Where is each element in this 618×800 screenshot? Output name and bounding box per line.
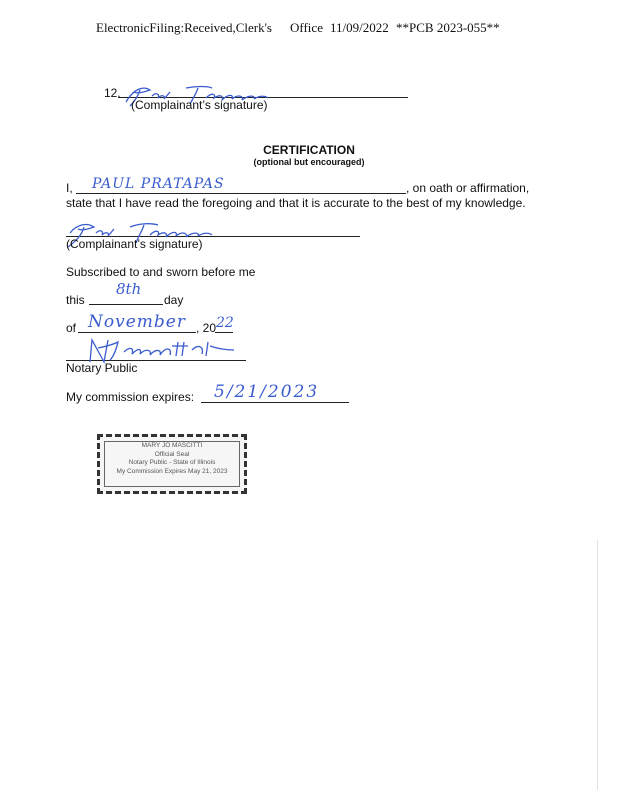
expires-label: My commission expires: [66, 390, 195, 404]
signature-caption: (Complainant’s signature) [131, 98, 268, 112]
year-prefix: , 20 [196, 321, 217, 335]
handwritten-month: November [88, 312, 186, 332]
handwritten-day: 8th [116, 280, 142, 298]
filing-date: 11/09/2022 [330, 20, 389, 35]
filing-stamp: ElectronicFiling:Received,Clerk's [96, 20, 272, 35]
scan-edge [597, 540, 598, 790]
seal-text [104, 441, 240, 487]
notary-caption: Notary Public [66, 361, 138, 375]
seal-official: Official Seal [154, 450, 190, 458]
seal-name: MARY JO MASCITTI [141, 442, 203, 449]
subscribed-text: Subscribed to and sworn before me [66, 265, 256, 279]
expires-line [201, 402, 349, 403]
handwritten-expiration: 5/21/2023 [214, 382, 320, 402]
name-line [76, 193, 406, 194]
day-line [89, 304, 163, 305]
statement-text: state that I have read the foregoing and that it is accurate to the best of my knowledge. [66, 196, 526, 210]
of-label: of [66, 321, 77, 335]
item-number: 12. [104, 86, 121, 100]
i-prefix: I, [66, 181, 73, 195]
oath-text: , on oath or affirmation, [406, 181, 530, 195]
filing-office: Office [290, 20, 323, 35]
month-line [78, 332, 196, 333]
day-label: day [164, 293, 184, 307]
seal-expiry: My Commission Expires May 21, 2023 [116, 467, 228, 475]
handwritten-year: 22 [216, 315, 234, 331]
certification-subtitle: (optional but encouraged) [253, 157, 365, 167]
notary-seal [97, 434, 247, 494]
this-label: this [66, 293, 85, 307]
case-number: **PCB 2023-055** [396, 20, 500, 35]
certification-title: CERTIFICATION [263, 143, 355, 157]
seal-state: Notary Public - State of Illinois [128, 459, 216, 466]
signature-caption-2: (Complainant’s signature) [66, 237, 203, 251]
year-line [215, 332, 233, 333]
handwritten-name: PAUL PRATAPAS [92, 176, 225, 192]
